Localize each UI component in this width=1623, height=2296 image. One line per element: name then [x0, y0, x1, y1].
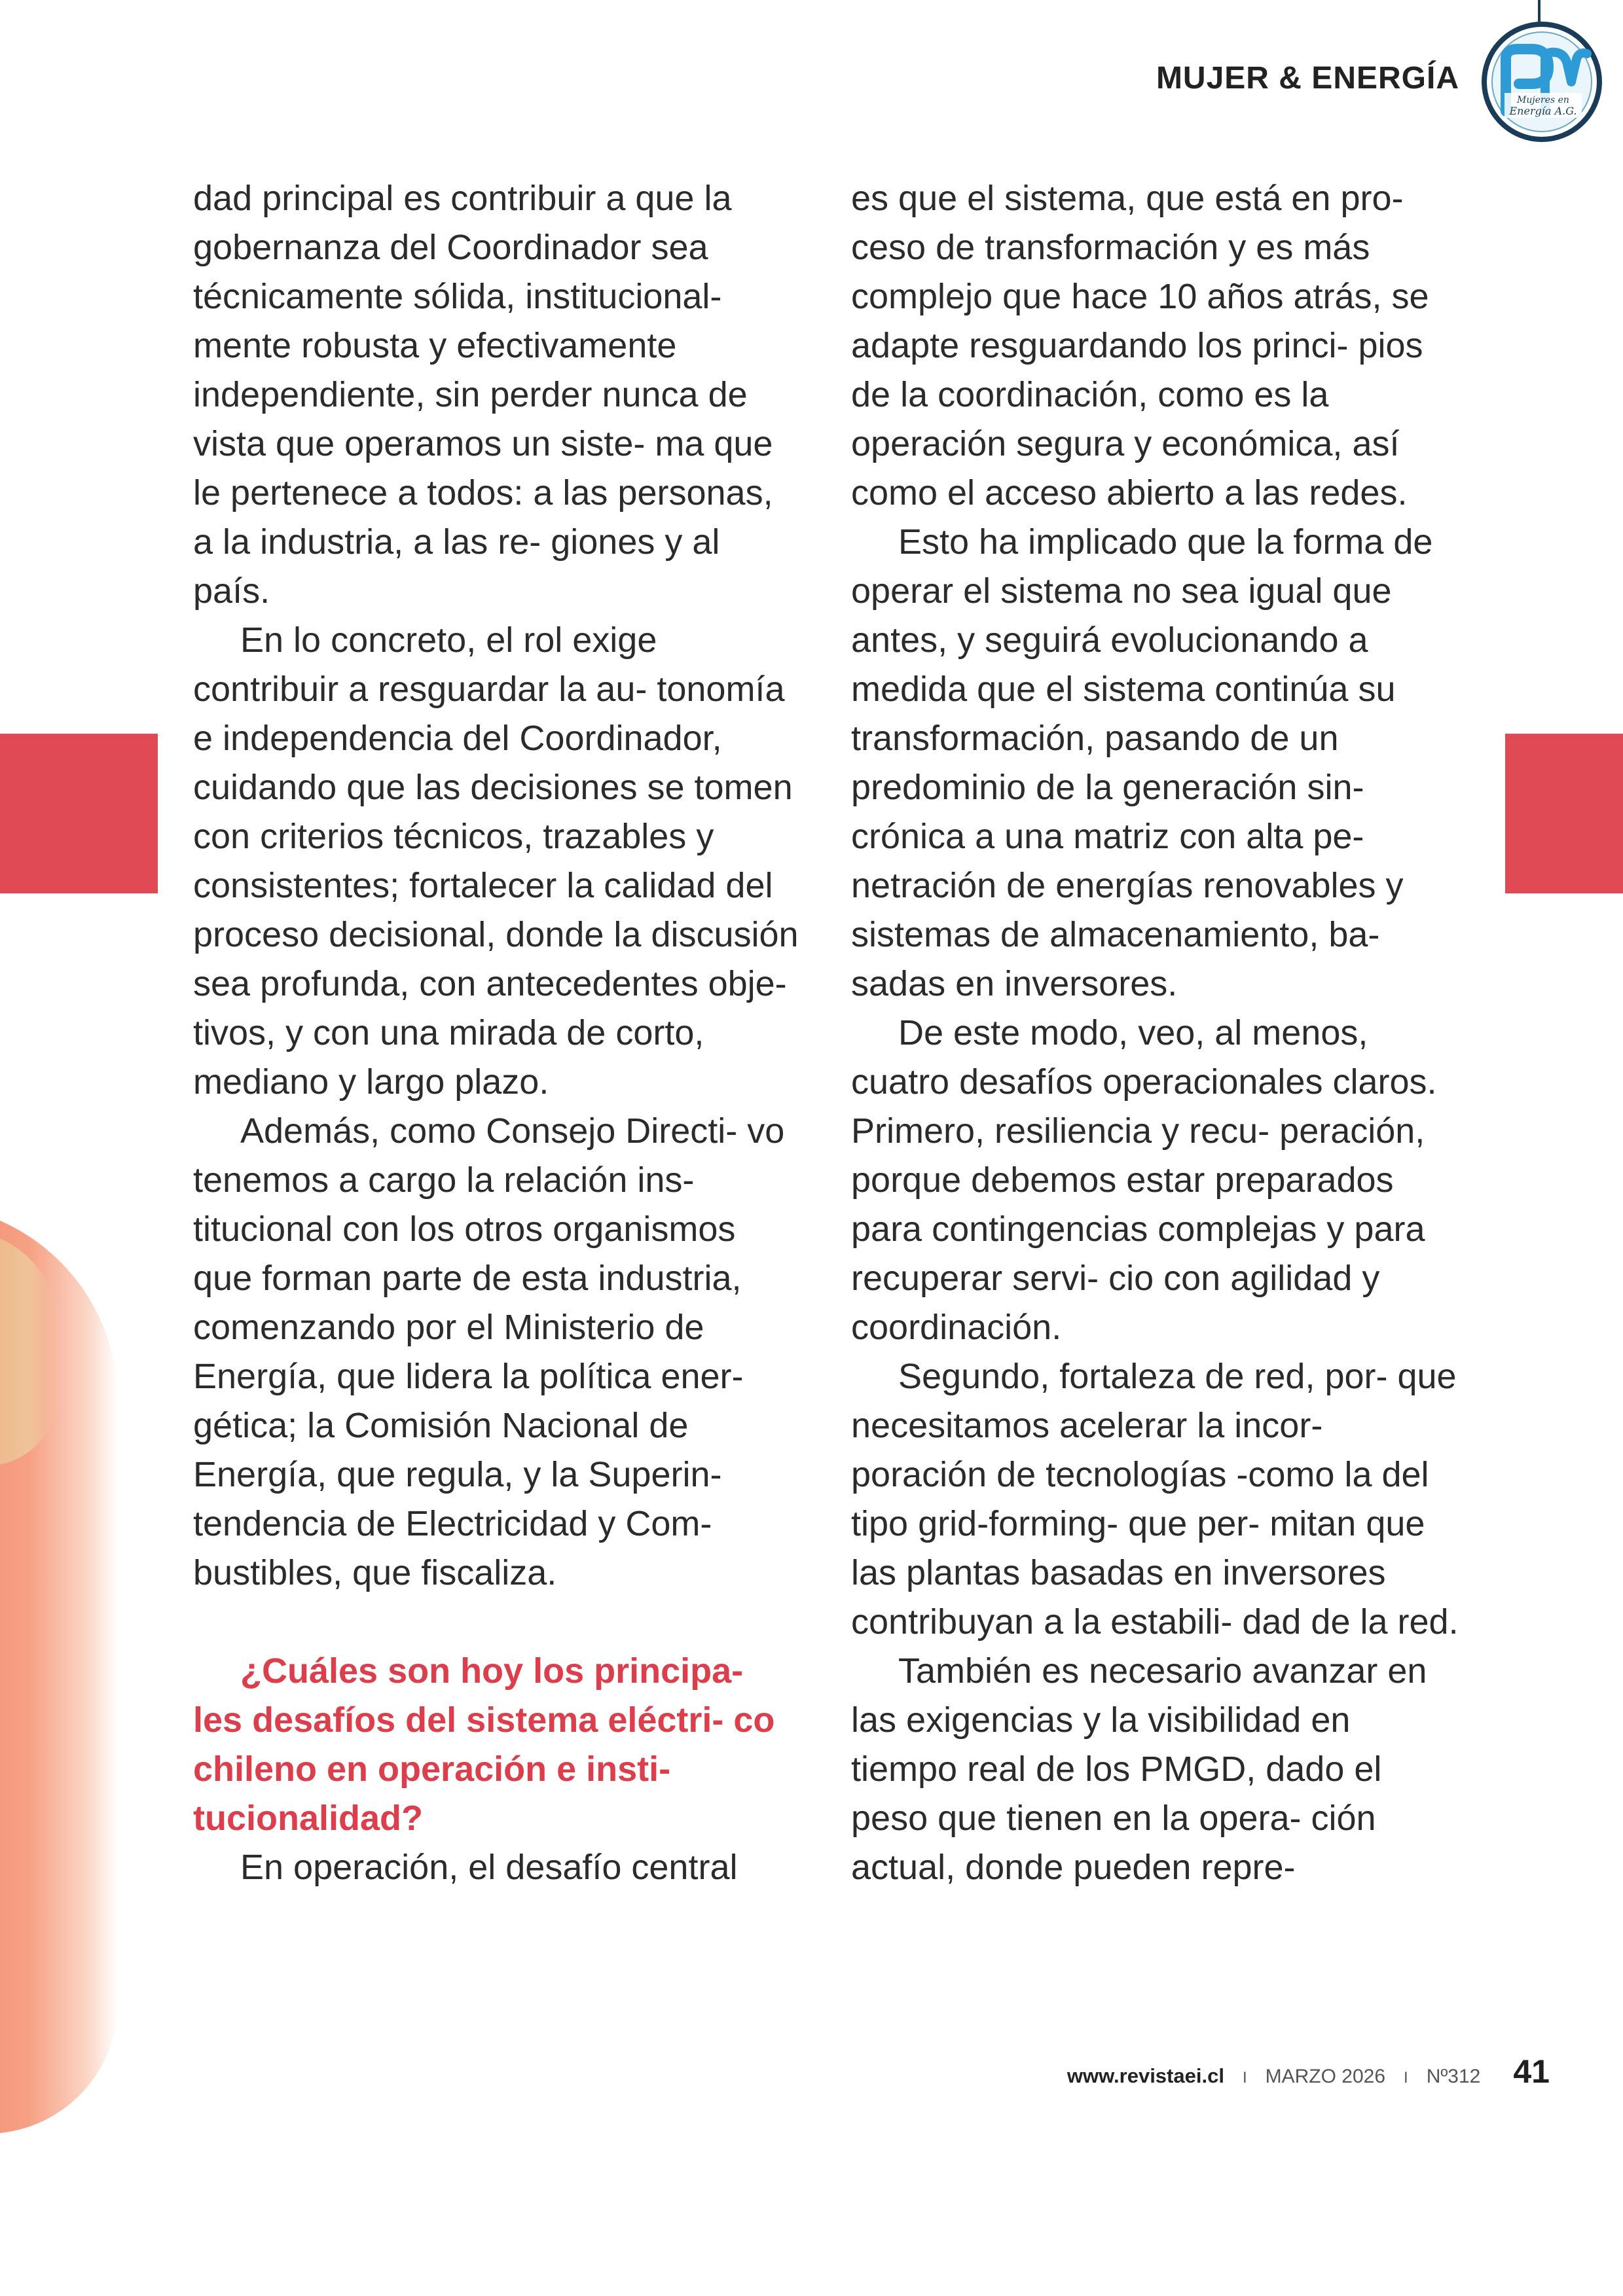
footer-separator: I	[1242, 2069, 1247, 2087]
page-number: 41	[1513, 2053, 1550, 2090]
footer-issue: Nº312	[1426, 2066, 1481, 2087]
footer-date: MARZO 2026	[1265, 2066, 1386, 2087]
article-paragraph: Segundo, fortaleza de red, por- que necesitamos acelerar la incor- poración de tecnologías -como la del tipo grid-forming- que per- mitan que las plantas basadas en inversores contribuyan a la estabili- dad de la red.	[851, 1357, 1459, 1641]
article-paragraph: También es necesario avanzar en las exigencias y la visibilidad en tiempo real de los PMGD, dado el peso que tienen en la opera- ción actual, donde pueden repre-	[851, 1651, 1427, 1887]
footer-url[interactable]: www.revistaei.cl	[1067, 2064, 1224, 2087]
article-paragraph: De este modo, veo, al menos, cuatro desafíos operacionales claros. Primero, resiliencia y recu- peración, porque debemos estar preparados para contingencias complejas y para recuperar servi- cio con agilidad y coordinación.	[851, 1013, 1437, 1347]
article-paragraph: Además, como Consejo Directi- vo tenemos a cargo la relación ins- titucional con los otros organismos que forman parte de esta industria, comenzando por el Ministerio de Energía, que lidera la política ener- gética; la Comisión Nacional de Energía, que regula, y la Superin- tendencia de Electricidad y Com- bustibles, que fiscaliza.	[193, 1111, 785, 1592]
article-paragraph: dad principal es contribuir a que la gobernanza del Coordinador sea técnicamente sólida, institucional- mente robusta y efectivamente independiente, sin perder nunca de vista que operamos un siste- ma que le pertenece a todos: a las personas, a la industria, a las re- giones y al país.	[193, 179, 773, 611]
svg-text:Energía A.G.: Energía A.G.	[1509, 105, 1577, 117]
article-paragraph: Esto ha implicado que la forma de operar el sistema no sea igual que antes, y seguirá evolucionando a medida que el sistema continúa su transformación, pasando de un predominio de la generación sin- crónica a una matriz con alta pe- netración de energías renovables y sistemas de almacenamiento, ba- sadas en inversores.	[851, 522, 1433, 1003]
answer-start: En operación, el desafío central	[240, 1848, 738, 1887]
svg-text:Mujeres en: Mujeres en	[1517, 95, 1569, 105]
left-red-accent-bar	[0, 734, 158, 893]
article-right-column	[851, 174, 1460, 1892]
mujeres-en-energia-logo	[1480, 20, 1604, 144]
footer-separator: I	[1404, 2069, 1408, 2087]
interview-question: ¿Cuáles son hoy los principa- les desafíos del sistema eléctri- co chileno en operación e insti- tucionalidad?	[193, 1651, 775, 1838]
article-paragraph: En lo concreto, el rol exige contribuir a resguardar la au- tonomía e independencia del Coordinador, cuidando que las decisiones se tomen con criterios técnicos, trazables y consistentes; fortalecer la calidad del proceso decisional, donde la discusión sea profunda, con antecedentes obje- tivos, y con una mirada de corto, mediano y largo plazo.	[193, 620, 799, 1102]
article-paragraph: es que el sistema, que está en pro- ceso de transformación y es más complejo que hace 10 años atrás, se adapte resguardando los princi- pios de la coordinación, como es la operación segura y económica, así como el acceso abierto a las redes.	[851, 179, 1429, 512]
right-red-accent-bar	[1505, 734, 1623, 893]
section-title: MUJER & ENERGÍA	[1156, 61, 1459, 96]
article-left-column	[193, 174, 802, 1892]
page-footer	[1067, 2053, 1550, 2090]
